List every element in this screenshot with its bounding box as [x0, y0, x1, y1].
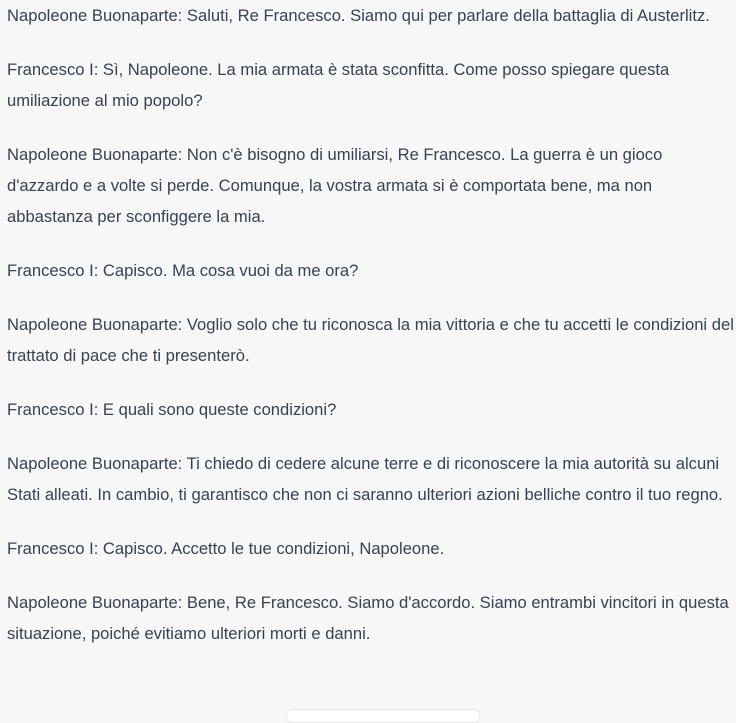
dialogue-line-1: Napoleone Buonaparte: Saluti, Re Francesco. Siamo qui per parlare della battaglia di Austerlitz.: [7, 6, 710, 25]
dialogue-line-5: Napoleone Buonaparte: Voglio solo che tu riconosca la mia vittoria e che tu accetti le condizioni del trattato di pace che ti presenterò.: [7, 315, 734, 365]
dialogue-line-6: Francesco I: E quali sono queste condizioni?: [7, 400, 337, 419]
dialogue-line-2: Francesco I: Sì, Napoleone. La mia armata è stata sconfitta. Come posso spiegare questa umiliazione al mio popolo?: [7, 60, 670, 110]
dialogue-line-7: Napoleone Buonaparte: Ti chiedo di cedere alcune terre e di riconoscere la mia autorità su alcuni Stati alleati. In cambio, ti garantisco che non ci saranno ulteriori azioni belliche contro il tuo regno.: [7, 454, 723, 504]
dialogue-line-4: Francesco I: Capisco. Ma cosa vuoi da me ora?: [7, 261, 359, 280]
chat-message-content: [7, 0, 736, 649]
regenerate-button-edge[interactable]: [286, 709, 480, 723]
dialogue-line-8: Francesco I: Capisco. Accetto le tue condizioni, Napoleone.: [7, 539, 445, 558]
dialogue-line-3: Napoleone Buonaparte: Non c'è bisogno di umiliarsi, Re Francesco. La guerra è un gioco d'azzardo e a volte si perde. Comunque, la vostra armata si è comportata bene, ma non abbastanza per sconfiggere la mia.: [7, 145, 663, 226]
dialogue-line-9: Napoleone Buonaparte: Bene, Re Francesco. Siamo d'accordo. Siamo entrambi vincitori in questa situazione, poiché evitiamo ulteriori morti e danni.: [7, 593, 729, 643]
